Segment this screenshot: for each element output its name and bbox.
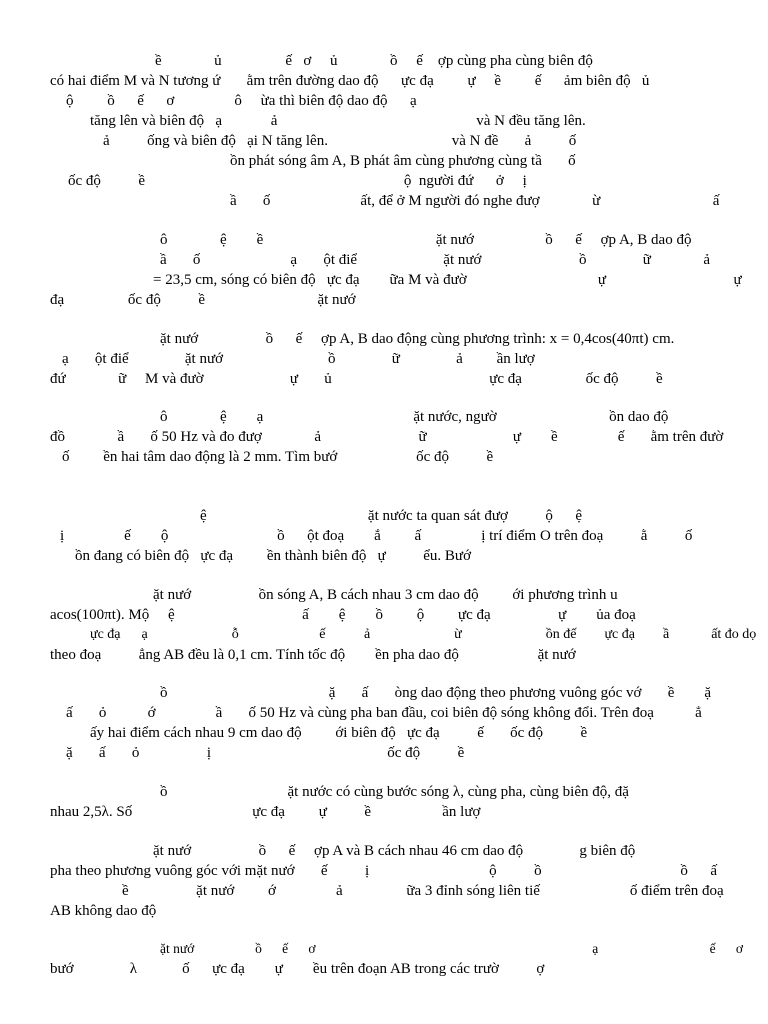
text-line: theo đoạ ẳng AB đều là 0,1 cm. Tính tốc độ ền pha dao độ ặt nướ: [50, 647, 576, 663]
text-line: đứ ữ M và đườ ự ủ ực đạ ốc độ ề: [50, 371, 663, 387]
text-line: ốc độ ề ộ người đứ ở ị: [68, 173, 527, 189]
text-line: ặt nướ ồn sóng A, B cách nhau 3 cm dao độ ới phương trình u: [153, 587, 618, 603]
text-line: ặt nướ ồ ế ơ ạ ế ơ: [160, 941, 743, 956]
text-line: đồ ầ ố 50 Hz và đo đượ ả ữ ự ề ế ằm trên đườ: [50, 429, 724, 445]
text-line: ộ ồ ế ơ ô ừa thì biên độ dao độ ạ: [66, 93, 417, 109]
text-line: ả ống và biên độ ại N tăng lên. và N đề ả ố: [103, 133, 577, 149]
text-line: ố ền hai tâm dao động là 2 mm. Tìm bướ ốc độ ề: [62, 449, 494, 465]
text-line: bướ λ ố ực đạ ự ều trên đoạn AB trong các trườ ợ: [50, 961, 545, 977]
text-line: ồ ặ ấ òng dao động theo phương vuông góc vớ ề ặ: [160, 685, 712, 701]
text-line: acos(100πt). Mộ ệ ấ ệ ồ ộ ực đạ ự ủa đoạ: [50, 607, 636, 623]
text-line: ầ ố ạ ột điể ặt nướ ồ ữ ả: [160, 252, 710, 268]
text-line: nhau 2,5λ. Số ực đạ ự ề ần lượ: [50, 804, 481, 820]
text-line: ề ặt nướ ớ ả ữa 3 đỉnh sóng liên tiế ố điểm trên đoạ: [122, 883, 724, 899]
text-line: ồn phát sóng âm A, B phát âm cùng phương cùng tầ ố: [230, 153, 576, 169]
text-line: ô ệ ề ặt nướ ồ ế ợp A, B dao độ: [160, 232, 692, 248]
text-line: = 23,5 cm, sóng có biên độ ực đạ ữa M và đườ ự ự: [153, 272, 742, 288]
text-line: ặ ấ ỏ ị ốc độ ề: [66, 745, 465, 761]
text-line: ặt nướ ồ ế ợp A, B dao động cùng phương trình: x = 0,4cos(40πt) cm.: [160, 331, 675, 347]
text-line: ấ ỏ ớ ầ ố 50 Hz và cùng pha ban đầu, coi biên độ sóng không đổi. Trên đoạ ẳ: [66, 705, 702, 721]
text-line: ị ế ộ ồ ột đoạ ắ ấ ị trí điểm O trên đoạ ằ ố: [60, 528, 693, 544]
text-line: pha theo phương vuông góc với mặt nướ ế ị ộ ồ ồ ấ: [50, 863, 718, 879]
text-line: ấy hai điểm cách nhau 9 cm dao độ ới biên độ ực đạ ế ốc độ ề: [90, 725, 588, 741]
text-line: tăng lên và biên độ ạ ả và N đều tăng lên.: [90, 113, 586, 129]
text-line: ạ ột điể ặt nướ ồ ữ ả ần lượ: [62, 351, 535, 367]
text-line: AB không dao độ: [50, 903, 157, 919]
text-line: ồ ặt nước có cùng bước sóng λ, cùng pha, cùng biên độ, đặ: [160, 784, 629, 800]
text-line: ô ệ ạ ặt nước, ngườ ồn dao độ: [160, 409, 669, 425]
text-line: đạ ốc độ ề ặt nướ: [50, 292, 356, 308]
text-line: ề ủ ế ơ ủ ồ ế ợp cùng pha cùng biên độ: [155, 53, 593, 69]
text-line: ặt nướ ồ ế ợp A và B cách nhau 46 cm dao độ g biên độ: [153, 843, 636, 859]
text-line: có hai điểm M và N tương ứ ằm trên đường dao độ ực đạ ự ề ế ảm biên độ ủ: [50, 73, 650, 89]
text-line: ồn đang có biên độ ực đạ ền thành biên độ ự ểu. Bướ: [75, 548, 471, 564]
text-line: ực đạ ạ ỗ ế ả ừ ồn đế ực đạ ầ ất đo dọ: [90, 627, 757, 642]
text-line: ệ ặt nước ta quan sát đượ ộ ệ: [200, 508, 583, 524]
text-line: ầ ố ất, để ở M người đó nghe đượ ừ ấ: [230, 193, 720, 209]
